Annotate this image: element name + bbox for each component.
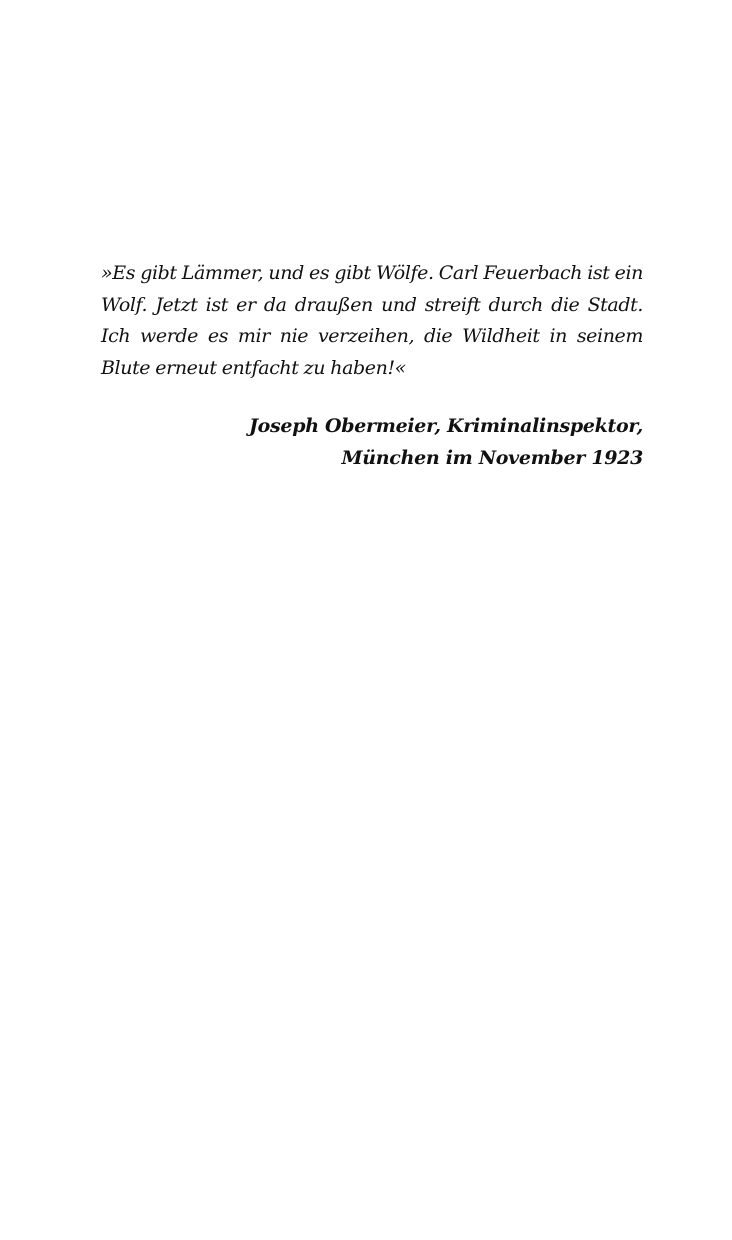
- epigraph-quote: »Es gibt Lämmer, und es gibt Wölfe. Carl Feuerbach ist ein Wolf. Jetzt ist er da draußen und streift durch die Stadt. Ich werde es mir nie verzeihen, die Wildheit in seinem Blute erneut entfacht zu haben!«: [101, 262, 643, 379]
- attribution-author: Joseph Obermeier, Kriminalinspektor,: [248, 415, 643, 437]
- epigraph: [101, 258, 643, 474]
- attribution-place-date: München im November 1923: [341, 446, 643, 469]
- epigraph-attribution: [101, 411, 643, 474]
